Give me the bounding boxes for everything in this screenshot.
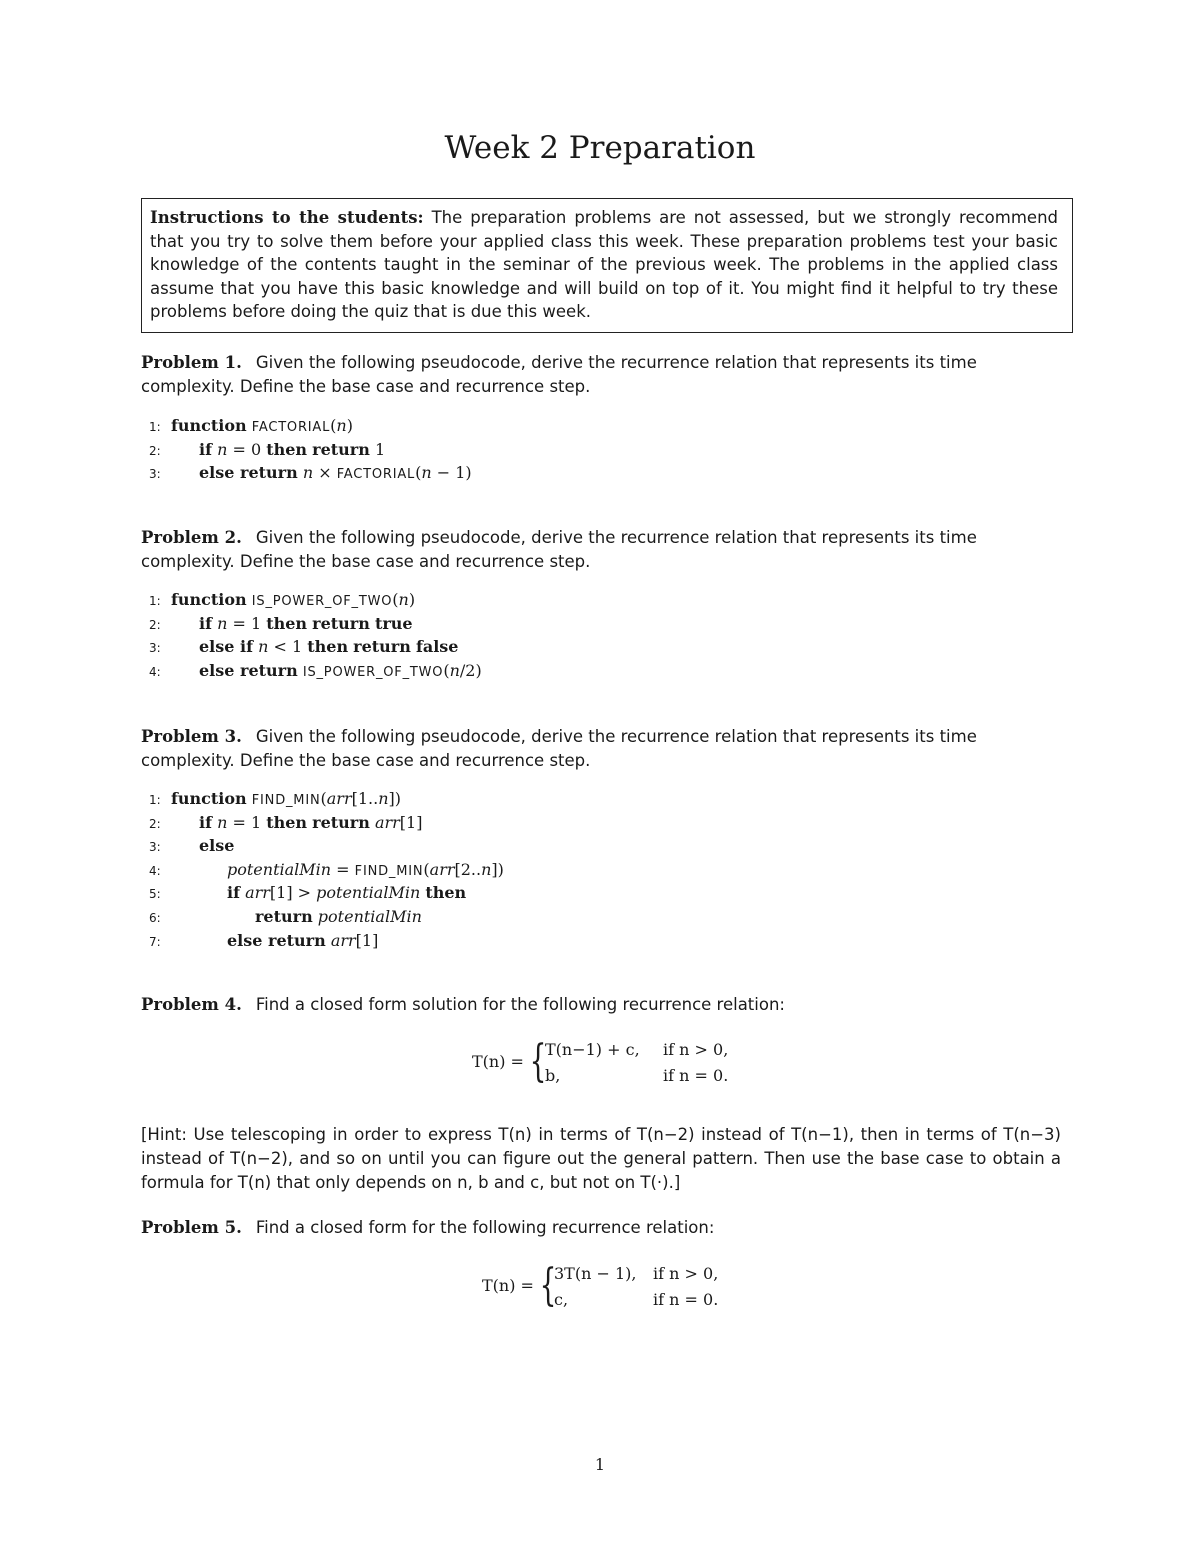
problem-label: Problem 5. bbox=[141, 1218, 242, 1237]
case-expression: T(n−1) + c, bbox=[545, 1040, 640, 1059]
case-expression: 3T(n − 1), bbox=[554, 1264, 637, 1283]
code-line: 7: else return arr[1] bbox=[149, 930, 379, 950]
problem-label: Problem 4. bbox=[141, 995, 242, 1014]
code-line: 3: else return n × FACTORIAL(n − 1) bbox=[149, 463, 472, 483]
brace-icon: { bbox=[529, 1036, 547, 1087]
problem-text: Given the following pseudocode, derive the recurrence relation that represents its time complexity. Define the base case and recurrence step. bbox=[141, 727, 977, 770]
code-line: 6: return potentialMin bbox=[149, 906, 422, 926]
code-line: 4: else return IS_POWER_OF_TWO(n/2) bbox=[149, 660, 482, 680]
code-line: 1: function FACTORIAL(n) bbox=[149, 416, 353, 435]
case-condition: if n = 0. bbox=[653, 1290, 719, 1309]
code-line: 1: function FIND_MIN(arr[1..n]) bbox=[149, 789, 401, 808]
instructions-text: The preparation problems are not assessed, but we strongly recommend that you try to solve them before your applied class this week. These preparation problems test your basic knowledge of the contents taught in the seminar of the previous week. The problems in the applied class assume that you have this basic knowledge and will build on top of it. You might find it helpful to try these problems before doing the quiz that is due this week. bbox=[150, 208, 1058, 322]
problem-label: Problem 1. bbox=[141, 353, 242, 372]
problem-1 bbox=[141, 351, 1061, 399]
code-line: 1: function IS_POWER_OF_TWO(n) bbox=[149, 590, 416, 609]
problem-5 bbox=[141, 1216, 1061, 1240]
code-line: 3: else bbox=[149, 836, 235, 856]
problem-text: Find a closed form solution for the following recurrence relation: bbox=[255, 995, 785, 1014]
equation-problem-5 bbox=[482, 1260, 762, 1316]
problem-label: Problem 3. bbox=[141, 727, 242, 746]
code-line: 2: if n = 0 then return 1 bbox=[149, 439, 386, 459]
brace-icon: { bbox=[539, 1260, 557, 1311]
algorithm-is-power-of-two bbox=[149, 588, 482, 682]
equation-lhs: T(n) = bbox=[482, 1276, 534, 1295]
problem-3 bbox=[141, 725, 1061, 773]
instructions-box bbox=[141, 198, 1073, 333]
code-line: 2: if n = 1 then return arr[1] bbox=[149, 812, 423, 832]
case-expression: c, bbox=[554, 1290, 569, 1309]
case-expression: b, bbox=[545, 1066, 561, 1085]
case-condition: if n > 0, bbox=[653, 1264, 719, 1283]
problem-2 bbox=[141, 526, 1061, 574]
problem-text: Find a closed form for the following recurrence relation: bbox=[255, 1218, 715, 1237]
code-line: 3: else if n < 1 then return false bbox=[149, 637, 459, 657]
code-line: 2: if n = 1 then return true bbox=[149, 613, 413, 633]
equation-problem-4 bbox=[472, 1036, 772, 1092]
problem-4 bbox=[141, 993, 1061, 1017]
code-line: 4: potentialMin = FIND_MIN(arr[2..n]) bbox=[149, 859, 504, 879]
case-condition: if n = 0. bbox=[663, 1066, 729, 1085]
case-condition: if n > 0, bbox=[663, 1040, 729, 1059]
equation-lhs: T(n) = bbox=[472, 1052, 524, 1071]
instructions-label: Instructions to the students: bbox=[150, 208, 424, 227]
page-title: Week 2 Preparation bbox=[444, 130, 756, 166]
algorithm-factorial bbox=[149, 414, 472, 485]
problem-label: Problem 2. bbox=[141, 528, 242, 547]
page-number: 1 bbox=[594, 1455, 606, 1474]
algorithm-find-min bbox=[149, 787, 504, 952]
code-line: 5: if arr[1] > potentialMin then bbox=[149, 883, 467, 903]
problem-text: Given the following pseudocode, derive the recurrence relation that represents its time complexity. Define the base case and recurrence step. bbox=[141, 353, 977, 396]
problem-text: Given the following pseudocode, derive the recurrence relation that represents its time complexity. Define the base case and recurrence step. bbox=[141, 528, 977, 571]
hint-text: [Hint: Use telescoping in order to express T(n) in terms of T(n−2) instead of T(n−1), then in terms of T(n−3) instead of T(n−2), and so on until you can figure out the general pattern. Then use the base case to obtain a formula for T(n) that only depends on n, b and c, but not on T(·).] bbox=[141, 1125, 1061, 1192]
